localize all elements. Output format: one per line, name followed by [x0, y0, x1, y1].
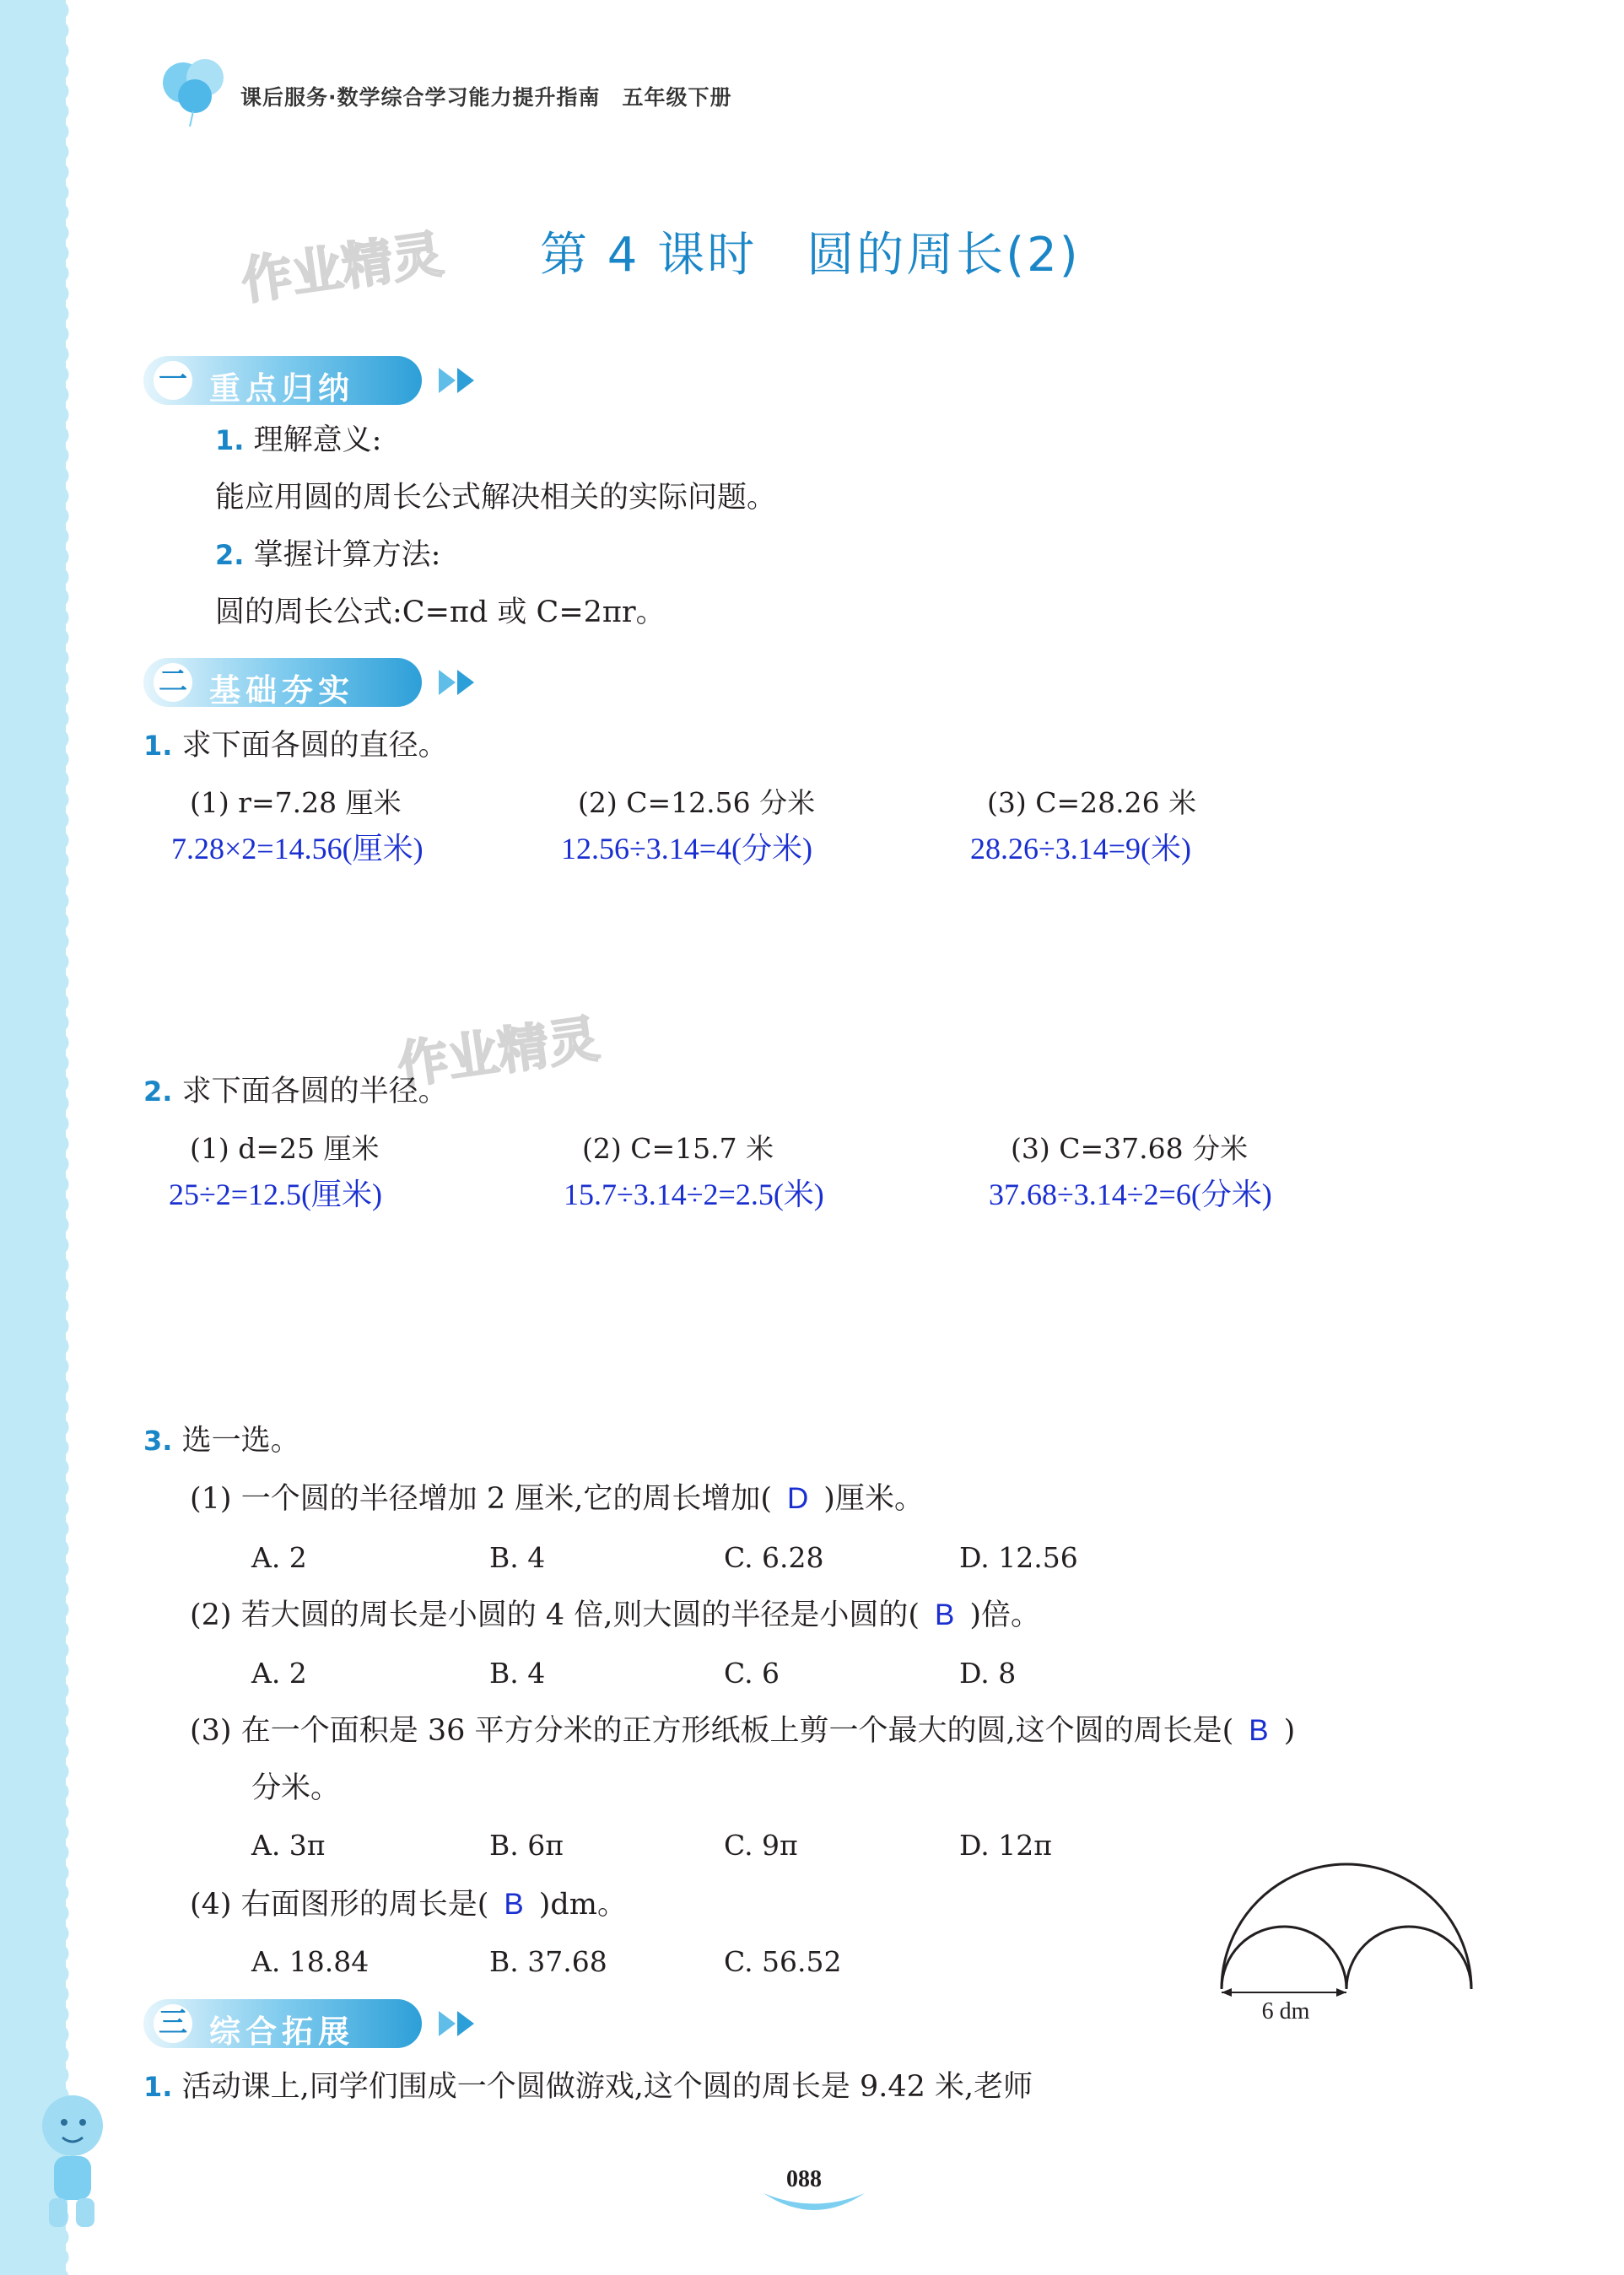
q1-answer-2: 12.56÷3.14=4(分米) [561, 832, 813, 865]
q3-sub-3 [190, 1712, 1295, 1749]
arrow-icon [439, 670, 456, 695]
q2-item-2: (2) C=15.7 米 [582, 1132, 774, 1165]
question-2 [143, 1073, 448, 1110]
keypoint-1 [215, 422, 381, 459]
section-label: 综合拓展 [209, 2014, 354, 2050]
section-header-extension [143, 1999, 422, 2048]
question-stem: 求下面各圆的直径。 [181, 729, 448, 763]
section-number: 一 [154, 361, 192, 400]
q3-sub-text: )厘米。 [823, 1482, 924, 1516]
q3-sub-3-cont: 分米。 [251, 1771, 341, 1805]
section-header-key-points [143, 356, 422, 405]
q3-2-option-b: B. 4 [489, 1657, 546, 1690]
left-decorative-band [0, 0, 66, 2275]
q3-4-option-a: A. 18.84 [251, 1945, 370, 1978]
q1-item-3: (3) C=28.26 米 [987, 786, 1197, 819]
header-text: 课后服务·数学综合学习能力提升指南 五年级下册 [240, 85, 732, 110]
question-number: 1. [143, 2071, 173, 2103]
keypoint-title: 理解意义: [253, 423, 382, 457]
q3-3-option-a: A. 3π [251, 1829, 326, 1862]
q1-item-2: (2) C=12.56 分米 [578, 786, 816, 819]
q3-sub-answer: B [504, 1888, 524, 1921]
section-label: 基础夯实 [209, 672, 354, 709]
q3-1-option-a: A. 2 [251, 1541, 307, 1574]
question-stem: 求下面各圆的半径。 [181, 1075, 448, 1108]
keypoint-1-text: 能应用圆的周长公式解决相关的实际问题。 [215, 481, 777, 515]
arrow-icon [457, 368, 474, 393]
question-number: 2. [143, 1076, 173, 1108]
q2-answer-1: 25÷2=12.5(厘米) [169, 1178, 383, 1211]
q3-2-option-d: D. 8 [959, 1657, 1017, 1690]
section-number: 三 [154, 2004, 192, 2043]
arrow-icon [439, 368, 456, 393]
q3-sub-text: (1) 一个圆的半径增加 2 厘米,它的周长增加( [190, 1482, 773, 1516]
arrow-icon [457, 670, 474, 695]
q3-sub-2 [190, 1597, 1040, 1634]
cartoon-boy-icon [24, 2084, 116, 2235]
extension-question-1 [143, 2068, 1033, 2105]
q3-sub-answer: B [1249, 1714, 1269, 1747]
q2-answer-3: 37.68÷3.14÷2=6(分米) [989, 1178, 1272, 1211]
q2-answer-2: 15.7÷3.14÷2=2.5(米) [564, 1178, 824, 1211]
question-stem: 选一选。 [181, 1424, 300, 1458]
section-label: 重点归纳 [209, 370, 354, 407]
q3-sub-text: ) [1283, 1714, 1296, 1748]
q1-item-1: (1) r=7.28 厘米 [190, 786, 402, 819]
q3-sub-text: (2) 若大圆的周长是小圆的 4 倍,则大圆的半径是小圆的( [190, 1598, 920, 1632]
q3-2-option-a: A. 2 [251, 1657, 307, 1690]
q3-3-option-b: B. 6π [489, 1829, 564, 1862]
keypoint-2 [215, 536, 440, 574]
section-header-basics [143, 658, 422, 707]
question-3 [143, 1422, 300, 1459]
arrow-icon [457, 2011, 474, 2036]
section-number: 二 [154, 663, 192, 702]
keypoint-title: 掌握计算方法: [253, 538, 441, 572]
q2-item-3: (3) C=37.68 分米 [1011, 1132, 1249, 1165]
q3-1-option-d: D. 12.56 [959, 1541, 1078, 1574]
balloon-logo-icon [156, 52, 232, 128]
question-text: 活动课上,同学们围成一个圆做游戏,这个圆的周长是 9.42 米,老师 [181, 2070, 1033, 2104]
watermark-middle: 作业精灵 [393, 1009, 603, 1097]
q1-answer-1: 7.28×2=14.56(厘米) [171, 832, 424, 865]
watermark-top: 作业精灵 [237, 224, 447, 312]
figure-label: 6 dm [1261, 1998, 1310, 2024]
q3-sub-answer: D [787, 1482, 809, 1515]
left-wave-edge [59, 0, 74, 2275]
q3-sub-4 [190, 1886, 627, 1923]
q3-sub-text: )dm。 [538, 1888, 627, 1922]
q3-1-option-c: C. 6.28 [724, 1541, 824, 1574]
q3-3-option-d: D. 12π [959, 1829, 1052, 1862]
q3-4-option-c: C. 56.52 [724, 1945, 842, 1978]
q3-1-option-b: B. 4 [489, 1541, 546, 1574]
q3-2-option-c: C. 6 [724, 1657, 780, 1690]
q1-answer-3: 28.26÷3.14=9(米) [970, 832, 1192, 865]
q2-item-1: (1) d=25 厘米 [190, 1132, 380, 1165]
q3-sub-1 [190, 1480, 924, 1518]
question-number: 1. [143, 730, 173, 762]
page-number: 088 [786, 2166, 822, 2192]
arrow-icon [439, 2011, 456, 2036]
question-1 [143, 727, 448, 764]
q3-sub-text: (4) 右面图形的周长是( [190, 1888, 489, 1922]
question-number: 3. [143, 1425, 173, 1457]
q3-sub-text: )倍。 [969, 1598, 1041, 1632]
keypoint-2-text: 圆的周长公式:C=πd 或 C=2πr。 [215, 596, 666, 629]
q3-sub-answer: B [935, 1598, 955, 1631]
q3-sub-text: (3) 在一个面积是 36 平方分米的正方形纸板上剪一个最大的圆,这个圆的周长是( [190, 1714, 1234, 1748]
semicircle-figure [1206, 1847, 1493, 2041]
keypoint-number: 1. [215, 424, 245, 456]
page-title: 第 4 课时 圆的周长(2) [540, 228, 1081, 283]
keypoint-number: 2. [215, 539, 245, 571]
q3-4-option-b: B. 37.68 [489, 1945, 607, 1978]
q3-3-option-c: C. 9π [724, 1829, 798, 1862]
